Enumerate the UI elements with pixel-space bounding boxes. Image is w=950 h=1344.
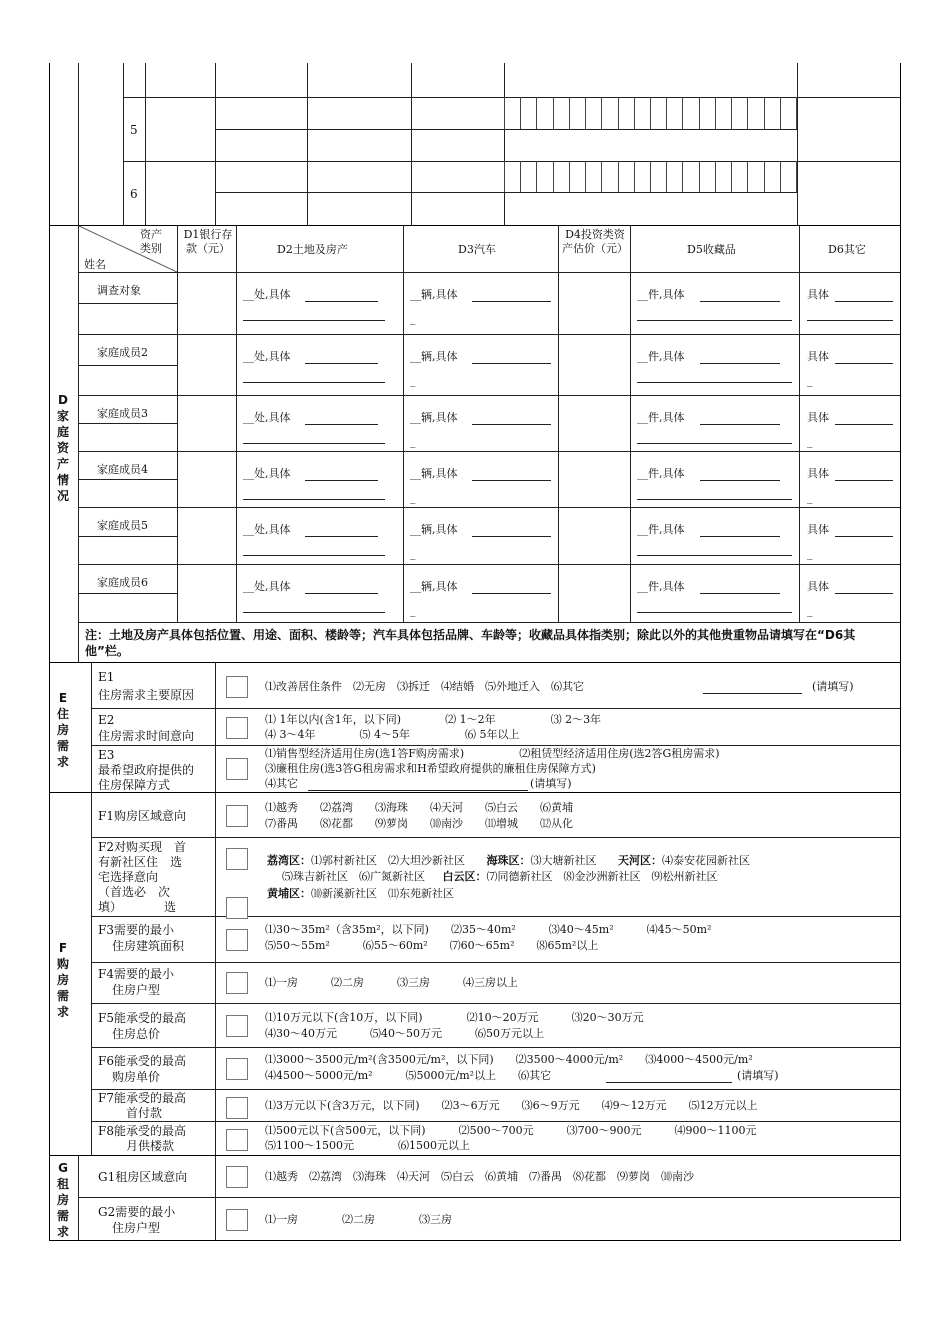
row-number: 6 xyxy=(130,187,138,201)
d2-land-house-count[interactable]: __处,具体 xyxy=(243,288,291,301)
e2-code: E2 xyxy=(98,713,115,727)
d6-other[interactable]: 具体 xyxy=(807,411,829,424)
d6-detail-line[interactable] xyxy=(807,320,893,321)
g2-line1: ⑴一房 ⑵二房 ⑶三房 xyxy=(265,1213,452,1226)
g2-label: 住房户型 xyxy=(112,1221,161,1235)
e1-suffix: (请填写) xyxy=(812,680,854,693)
section-g-label: G 租 房 需 求 xyxy=(56,1161,69,1239)
d3-detail-line[interactable] xyxy=(472,536,551,537)
e2-line1: ⑴ 1年以内(含1年，以下同) ⑵ 1～2年 ⑶ 2～3年 xyxy=(265,713,602,726)
d6-detail-line[interactable] xyxy=(835,424,893,425)
f1-line2: ⑺番禺 ⑻花都 ⑼萝岗 ⑽南沙 ⑾增城 ⑿从化 xyxy=(265,817,573,830)
d2-land-house-count[interactable]: __处,具体 xyxy=(243,523,291,536)
f5-line1: ⑴10万元以下(含10万，以下同) ⑵10～20万元 ⑶20～30万元 xyxy=(265,1011,644,1024)
d5-detail-line[interactable] xyxy=(700,363,780,364)
d5-detail-line[interactable] xyxy=(700,536,780,537)
d3-dash: _ xyxy=(410,547,416,560)
d6-other[interactable]: 具体 xyxy=(807,288,829,301)
header-d6: D6其它 xyxy=(828,243,866,256)
d2-detail-line[interactable] xyxy=(305,424,378,425)
e3-line2: ⑶廉租住房(选3答G租房需求和H希望政府提供的廉租住房保障方式) xyxy=(265,762,596,775)
e3-answer-box[interactable] xyxy=(226,758,248,780)
d2-detail-line[interactable] xyxy=(243,555,385,556)
f6-label: F6能承受的最高 xyxy=(98,1054,186,1068)
f2-row1: 荔湾区：⑴郭村新社区 ⑵大坦沙新社区 海珠区：⑶大塘新社区 天河区：⑷泰安花园新社区 xyxy=(267,854,750,867)
d3-car-count[interactable]: __辆,具体 xyxy=(410,411,458,424)
d2-detail-line[interactable] xyxy=(305,593,378,594)
member-name: 家庭成员4 xyxy=(97,463,148,476)
d6-dash: _ xyxy=(807,374,813,387)
d2-detail-line[interactable] xyxy=(243,612,385,613)
f2-row3: 黄埔区：⑽新溪新社区 ⑾东苑新社区 xyxy=(267,887,454,900)
d5-detail-line[interactable] xyxy=(700,480,780,481)
e2-label: 住房需求时间意向 xyxy=(98,729,195,743)
d2-land-house-count[interactable]: __处,具体 xyxy=(243,580,291,593)
f2-first-choice-box[interactable] xyxy=(226,848,248,870)
d3-detail-line[interactable] xyxy=(472,301,551,302)
header-d2: D2土地及房产 xyxy=(277,243,348,256)
d3-detail-line[interactable] xyxy=(472,363,551,364)
e3-label: 最希望政府提供的 xyxy=(98,763,195,777)
e3-label: 住房保障方式 xyxy=(98,778,171,792)
f7-label: F7能承受的最高 xyxy=(98,1091,186,1105)
d3-car-count[interactable]: __辆,具体 xyxy=(410,523,458,536)
member-name: 家庭成员2 xyxy=(97,346,148,359)
d2-land-house-count[interactable]: __处,具体 xyxy=(243,350,291,363)
f7-answer-box[interactable] xyxy=(226,1097,248,1119)
f1-answer-box[interactable] xyxy=(226,805,248,827)
d5-detail-line[interactable] xyxy=(637,499,792,500)
f5-label: 住房总价 xyxy=(112,1027,161,1041)
d2-detail-line[interactable] xyxy=(243,443,385,444)
f7-line1: ⑴3万元以下(含3万元，以下同) ⑵3～6万元 ⑶6～9万元 ⑷9～12万元 ⑸12万元以上 xyxy=(265,1099,758,1112)
d2-detail-line[interactable] xyxy=(305,536,378,537)
e1-options: ⑴改善居住条件 ⑵无房 ⑶拆迁 ⑷结婚 ⑸外地迁入 ⑹其它 xyxy=(265,680,584,693)
header-asset-type: 资产类别 xyxy=(140,228,162,255)
d3-car-count[interactable]: __辆,具体 xyxy=(410,288,458,301)
f6-line1: ⑴3000～3500元/m²(含3500元/m²，以下同) ⑵3500～4000元/m² ⑶4000～4500元/m² xyxy=(265,1053,753,1066)
d6-detail-line[interactable] xyxy=(835,363,893,364)
d6-detail-line[interactable] xyxy=(835,593,893,594)
d3-detail-line[interactable] xyxy=(472,593,551,594)
f3-line2: ⑸50～55m² ⑹55～60m² ⑺60～65m² ⑻65m²以上 xyxy=(265,939,599,952)
f8-line2: ⑸1100～1500元 ⑹1500元以上 xyxy=(265,1139,470,1152)
f2-label: 填） 选 xyxy=(98,900,177,914)
f4-label: F4需要的最小 xyxy=(98,967,174,981)
d2-detail-line[interactable] xyxy=(305,363,378,364)
d5-detail-line[interactable] xyxy=(637,443,792,444)
f8-label: F8能承受的最高 xyxy=(98,1124,186,1138)
f2-label: （首选必 次 xyxy=(98,885,171,899)
d2-land-house-count[interactable]: __处,具体 xyxy=(243,411,291,424)
d3-detail-line[interactable] xyxy=(472,424,551,425)
f6-suffix: (请填写) xyxy=(737,1069,779,1082)
d3-dash: _ xyxy=(410,491,416,504)
f8-answer-box[interactable] xyxy=(226,1129,248,1151)
f5-line2: ⑷30～40万元 ⑸40～50万元 ⑹50万元以上 xyxy=(265,1027,544,1040)
e3-line1: ⑴销售型经济适用住房(选1答F购房需求) ⑵租赁型经济适用住房(选2答G租房需求) xyxy=(265,747,720,760)
f5-answer-box[interactable] xyxy=(226,1015,248,1037)
header-d1: D1银行存款（元） xyxy=(183,228,233,255)
d6-dash: _ xyxy=(807,491,813,504)
g2-label: G2需要的最小 xyxy=(98,1205,176,1219)
d2-detail-line[interactable] xyxy=(305,301,378,302)
g1-line1: ⑴越秀 ⑵荔湾 ⑶海珠 ⑷天河 ⑸白云 ⑹黄埔 ⑺番禺 ⑻花都 ⑼萝岗 ⑽南沙 xyxy=(265,1170,694,1183)
section-f-label: F 购 房 需 求 xyxy=(56,941,69,1019)
d6-other[interactable]: 具体 xyxy=(807,580,829,593)
d5-detail-line[interactable] xyxy=(700,593,780,594)
e2-line2: ⑷ 3～4年 ⑸ 4～5年 ⑹ 5年以上 xyxy=(265,728,520,741)
f4-line1: ⑴一房 ⑵二房 ⑶三房 ⑷三房以上 xyxy=(265,976,518,989)
d6-dash: _ xyxy=(807,547,813,560)
d6-other[interactable]: 具体 xyxy=(807,523,829,536)
d5-collection-count[interactable]: __件,具体 xyxy=(637,288,685,301)
f2-label: 有新社区住 选 xyxy=(98,855,183,869)
e3-suffix: (请填写) xyxy=(530,777,572,790)
section-e-label: E 住 房 需 求 xyxy=(56,691,69,769)
f2-label: 宅选择意向 xyxy=(98,870,159,884)
d6-detail-line[interactable] xyxy=(835,536,893,537)
f6-label: 购房单价 xyxy=(112,1070,161,1084)
digit-boxes[interactable] xyxy=(504,97,797,129)
d3-dash: _ xyxy=(410,604,416,617)
d6-other[interactable]: 具体 xyxy=(807,467,829,480)
d3-detail-line[interactable] xyxy=(472,480,551,481)
d6-detail-line[interactable] xyxy=(835,301,893,302)
f8-line1: ⑴500元以下(含500元，以下同) ⑵500～700元 ⑶700～900元 ⑷900～1100元 xyxy=(265,1124,757,1137)
f2-row2: ⑸珠吉新社区 ⑹广氮新社区 白云区：⑺同德新社区 ⑻金沙洲新社区 ⑼松州新社区 xyxy=(282,870,718,883)
f2-second-choice-box[interactable] xyxy=(226,897,248,919)
d5-detail-line[interactable] xyxy=(637,382,792,383)
d5-collection-count[interactable]: __件,具体 xyxy=(637,411,685,424)
f5-label: F5能承受的最高 xyxy=(98,1011,186,1025)
e3-line3: ⑷其它 xyxy=(265,777,298,790)
d5-detail-line[interactable] xyxy=(637,555,792,556)
d5-detail-line[interactable] xyxy=(700,424,780,425)
member-name: 家庭成员5 xyxy=(97,519,148,532)
f7-label: 首付款 xyxy=(126,1106,163,1120)
e1-label: 住房需求主要原因 xyxy=(98,688,195,702)
g1-answer-box[interactable] xyxy=(226,1166,248,1188)
d6-other[interactable]: 具体 xyxy=(807,350,829,363)
row-number: 5 xyxy=(130,123,138,137)
g1-label: G1租房区域意向 xyxy=(98,1170,188,1184)
d5-collection-count[interactable]: __件,具体 xyxy=(637,523,685,536)
e1-code: E1 xyxy=(98,670,115,684)
d5-collection-count[interactable]: __件,具体 xyxy=(637,350,685,363)
d5-detail-line[interactable] xyxy=(637,320,792,321)
f1-label: F1购房区域意向 xyxy=(98,809,186,823)
d5-detail-line[interactable] xyxy=(700,301,780,302)
header-d3: D3汽车 xyxy=(458,243,496,256)
e3-code: E3 xyxy=(98,748,115,762)
section-d-label: D 家 庭 资 产 情 况 xyxy=(56,393,69,503)
f3-label: F3需要的最小 xyxy=(98,923,174,937)
f2-label: F2对购买现 首 xyxy=(98,840,186,854)
f3-answer-box[interactable] xyxy=(226,929,248,951)
d2-land-house-count[interactable]: __处,具体 xyxy=(243,467,291,480)
member-name: 家庭成员6 xyxy=(97,576,148,589)
f4-answer-box[interactable] xyxy=(226,972,248,994)
d5-collection-count[interactable]: __件,具体 xyxy=(637,580,685,593)
d6-dash: _ xyxy=(807,604,813,617)
e1-answer-box[interactable] xyxy=(226,676,248,698)
e2-answer-box[interactable] xyxy=(226,717,248,739)
d3-car-count[interactable]: __辆,具体 xyxy=(410,467,458,480)
f8-label: 月供楼款 xyxy=(126,1139,175,1153)
f3-label: 住房建筑面积 xyxy=(112,939,185,953)
f6-answer-box[interactable] xyxy=(226,1058,248,1080)
member-name: 家庭成员3 xyxy=(97,407,148,420)
header-d5: D5收藏品 xyxy=(687,243,736,256)
digit-boxes[interactable] xyxy=(504,161,797,192)
g2-answer-box[interactable] xyxy=(226,1209,248,1231)
d3-dash: _ xyxy=(410,312,416,325)
f1-line1: ⑴越秀 ⑵荔湾 ⑶海珠 ⑷天河 ⑸白云 ⑹黄埔 xyxy=(265,801,573,814)
d2-detail-line[interactable] xyxy=(243,382,385,383)
d3-dash: _ xyxy=(410,435,416,448)
d2-detail-line[interactable] xyxy=(305,480,378,481)
member-name: 调查对象 xyxy=(97,284,141,297)
f4-label: 住房户型 xyxy=(112,983,161,997)
header-d4: D4投资类资产估价（元） xyxy=(562,228,628,255)
d5-collection-count[interactable]: __件,具体 xyxy=(637,467,685,480)
d3-car-count[interactable]: __辆,具体 xyxy=(410,580,458,593)
f3-line1: ⑴30～35m²（含35m²，以下同) ⑵35～40m² ⑶40～45m² ⑷45～50m² xyxy=(265,923,712,936)
asset-note: 注：土地及房产具体包括位置、用途、面积、楼龄等；汽车具体包括品牌、车龄等；收藏品具体指类别；除此以外的其他贵重物品请填写在“D6其他”栏。 xyxy=(85,628,856,658)
d6-detail-line[interactable] xyxy=(835,480,893,481)
d3-dash: _ xyxy=(410,374,416,387)
d6-dash: _ xyxy=(807,435,813,448)
header-name: 姓名 xyxy=(84,258,106,271)
d3-car-count[interactable]: __辆,具体 xyxy=(410,350,458,363)
d2-detail-line[interactable] xyxy=(243,499,385,500)
f6-line2: ⑷4500～5000元/m² ⑸5000元/m²以上 ⑹其它 xyxy=(265,1069,552,1082)
d5-detail-line[interactable] xyxy=(637,612,792,613)
d2-detail-line[interactable] xyxy=(243,320,385,321)
